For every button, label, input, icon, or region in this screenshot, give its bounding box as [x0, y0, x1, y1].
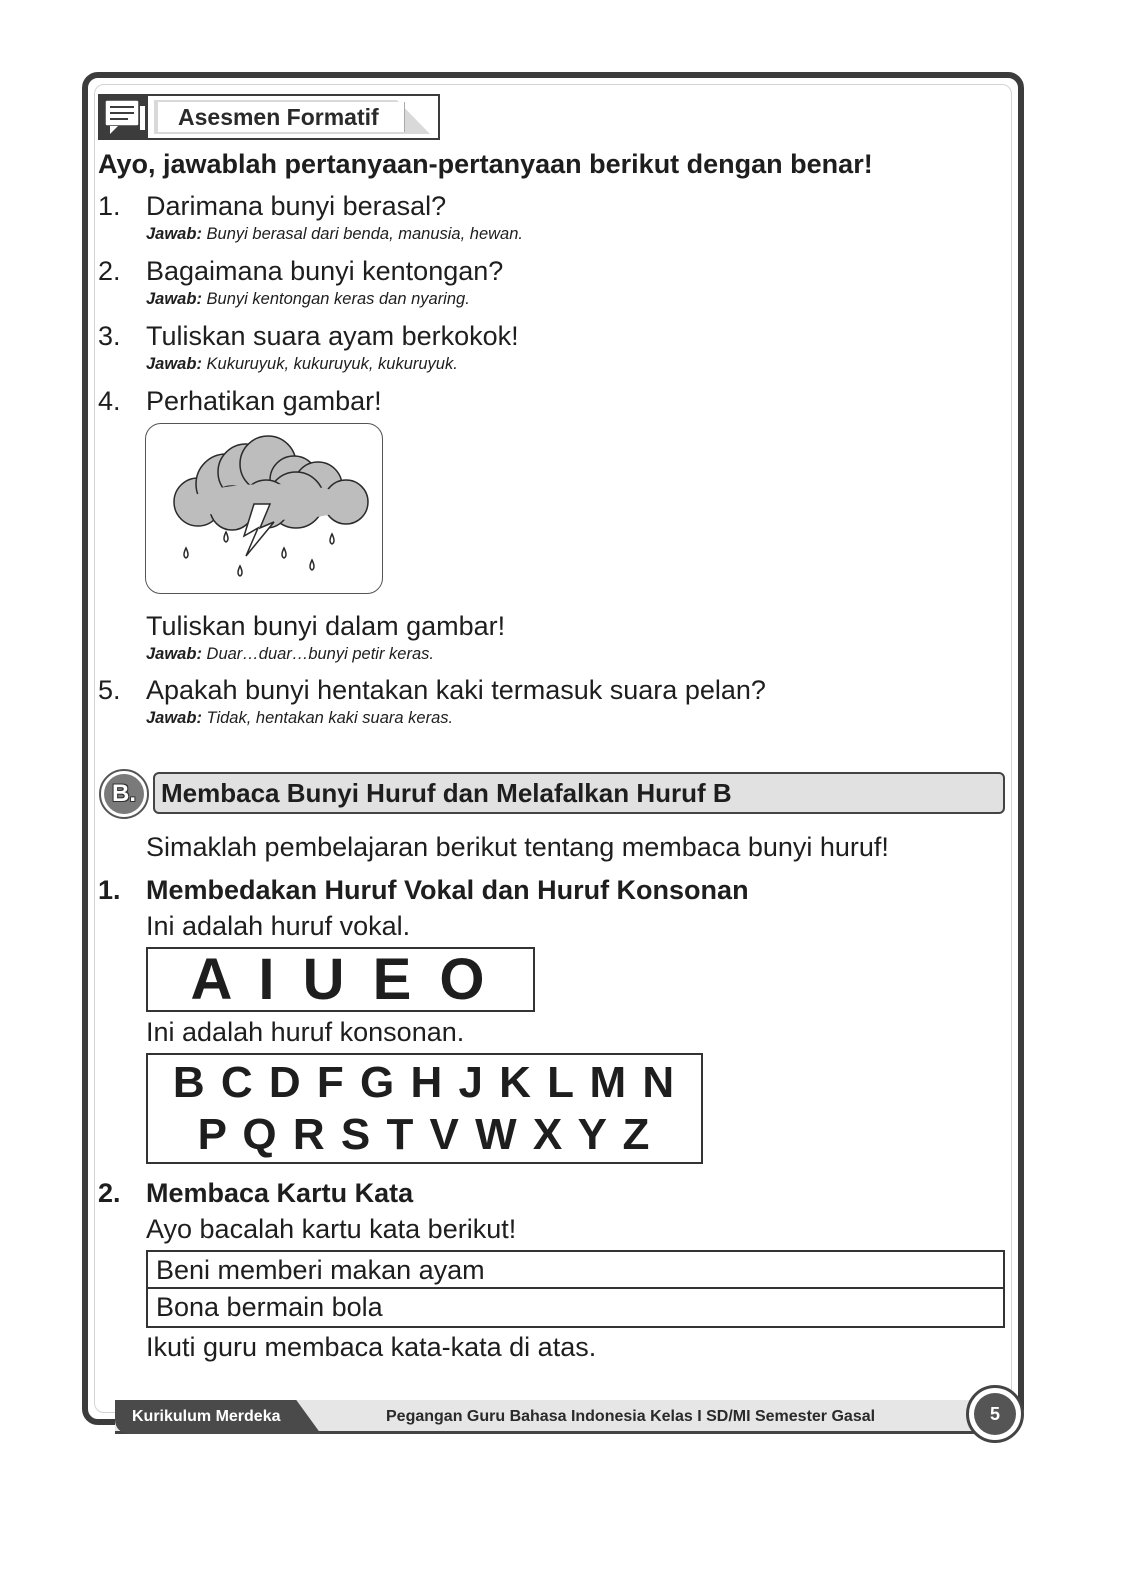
subsection-number: 2.: [98, 1178, 121, 1208]
section-intro: Simaklah pembelajaran berikut tentang membaca bunyi huruf!: [146, 832, 889, 862]
footer-curriculum: Kurikulum Merdeka: [132, 1408, 281, 1425]
section-letter: B.: [112, 780, 136, 807]
section-title: Membaca Bunyi Huruf dan Melafalkan Huruf B: [161, 778, 732, 808]
question-number: 2.: [98, 256, 121, 286]
question-text: Tuliskan suara ayam berkokok!: [146, 321, 519, 351]
chat-bubble-icon: [100, 96, 148, 138]
konsonan-line-2: P Q R S T V W X Y Z: [197, 1110, 652, 1159]
question-text: Perhatikan gambar!: [146, 386, 382, 416]
storm-cloud-icon: [146, 424, 382, 593]
answer: Jawab: Bunyi kentongan keras dan nyaring.: [146, 290, 470, 308]
kartu-outro: Ikuti guru membaca kata-kata di atas.: [146, 1332, 597, 1362]
question-followup: Tuliskan bunyi dalam gambar!: [146, 611, 506, 641]
kartu-intro: Ayo bacalah kartu kata berikut!: [146, 1214, 517, 1244]
konsonan-intro: Ini adalah huruf konsonan.: [146, 1017, 465, 1047]
storm-picture: [145, 423, 383, 594]
word-card-table: [146, 1250, 1005, 1328]
answer: Jawab: Kukuruyuk, kukuruyuk, kukuruyuk.: [146, 355, 458, 373]
instruction: Ayo, jawablah pertanyaan-pertanyaan berikut dengan benar!: [98, 149, 873, 179]
subsection-title: Membaca Kartu Kata: [146, 1178, 414, 1208]
vokal-letters: A I U E O: [190, 947, 491, 1012]
subsection-title: Membedakan Huruf Vokal dan Huruf Konsonan: [146, 875, 749, 905]
word-card: Beni memberi makan ayam: [148, 1252, 1003, 1289]
assessment-title: Asesmen Formatif: [178, 104, 379, 130]
page-number: 5: [989, 1404, 1000, 1424]
question-text: Bagaimana bunyi kentongan?: [146, 256, 504, 286]
answer: Jawab: Bunyi berasal dari benda, manusia, hewan.: [146, 225, 523, 243]
word-card: Bona bermain bola: [156, 1292, 383, 1322]
answer: Jawab: Duar…duar…bunyi petir keras.: [146, 645, 434, 663]
footer-book-title: Pegangan Guru Bahasa Indonesia Kelas I SD/MI Semester Gasal: [386, 1408, 876, 1425]
question-number: 3.: [98, 321, 121, 351]
konsonan-line-1: B C D F G H J K L M N: [172, 1058, 677, 1107]
question-number: 4.: [98, 386, 121, 416]
question-number: 5.: [98, 675, 121, 705]
question-number: 1.: [98, 191, 121, 221]
question-text: Darimana bunyi berasal?: [146, 191, 447, 221]
vokal-intro: Ini adalah huruf vokal.: [146, 911, 411, 941]
subsection-number: 1.: [98, 875, 121, 905]
answer: Jawab: Tidak, hentakan kaki suara keras.: [146, 709, 454, 727]
question-text: Apakah bunyi hentakan kaki termasuk suara pelan?: [146, 675, 766, 705]
